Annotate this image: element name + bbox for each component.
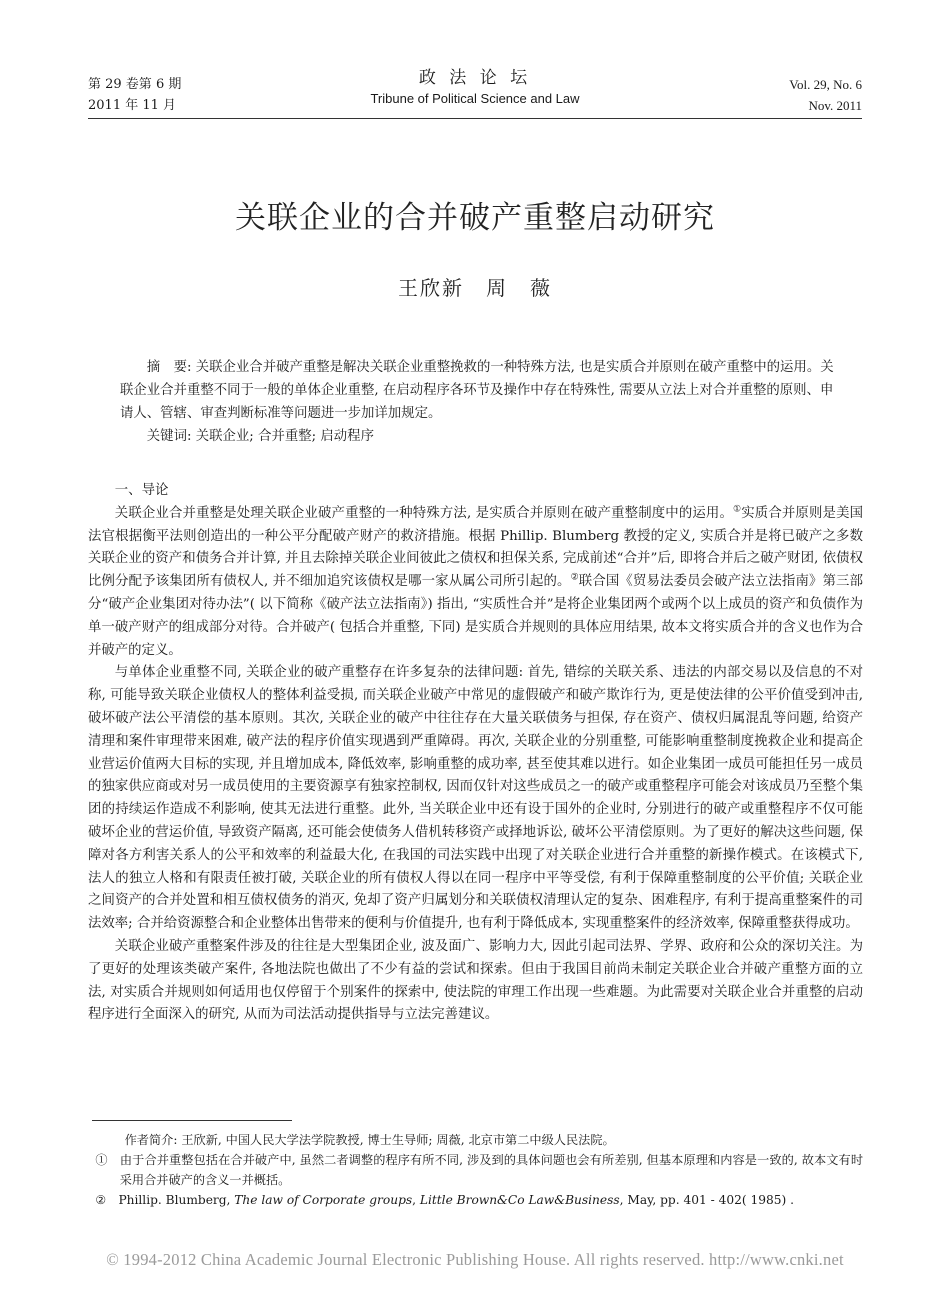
header-right: [789, 74, 862, 116]
journal-name-cn: 政 法 论 坛: [418, 68, 532, 88]
abstract-block: [120, 356, 840, 448]
footnote-ref-1[interactable]: ①: [733, 504, 742, 515]
paragraph-1-part-a: 关联企业合并重整是处理关联企业破产重整的一种特殊方法, 是实质合并原则在破产重整制度中的运用。: [114, 505, 734, 521]
footnote-2-sep: ,: [412, 1193, 420, 1207]
footnote-2-mark: ②: [95, 1193, 107, 1207]
footnote-2-rest: , May, pp. 401 - 402( 1985) .: [619, 1193, 795, 1207]
paragraph-3: 关联企业破产重整案件涉及的往往是大型集团企业, 波及面广、影响力大, 因此引起司法界、学界、政府和公众的深切关注。为了更好的处理该类破产案件, 各地法院也做出了不少有益的尝试和探索。但由于我国目前尚未制定关联企业合并破产重整方面的立法, 对实质合并规则如何适用也仅停留于个别案件的探索中, 使法院的审理工作出现一些难题。为此需要对关联企业合并重整的启动程序进行全面深入的研究, 从而为司法活动提供指导与立法完善建议。: [88, 938, 863, 1023]
footnote-1-text: 由于合并重整包括在合并破产中, 虽然二者调整的程序有所不同, 涉及到的具体问题也会有所差别, 但基本原理和内容是一致的, 故本文有时采用合并破产的含义一并概括。: [119, 1153, 864, 1187]
footnote-2-publisher: Little Brown&Co Law&Business: [419, 1193, 620, 1207]
footnote-ref-2[interactable]: ②: [570, 572, 579, 583]
author-bio: 作者简介: 王欣新, 中国人民大学法学院教授, 博士生导师; 周薇, 北京市第二中级人民法院。: [124, 1133, 615, 1147]
paragraph-1: [88, 503, 863, 663]
footnote-1: [88, 1150, 863, 1190]
footnote-2-author: Phillip. Blumberg,: [118, 1193, 235, 1207]
article-body: [88, 480, 863, 1027]
paragraph-1-part-b: 实质合并原则是美国法官根据衡平法则创造出的一种公平分配破产财产的救济措施。根据 Phillip. Blumberg 教授的定义, 实质合并是将已破产之多数关联企业的资产和债务合并计算, 并且去除掉关联企业间彼此之债权和担保关系, 完成前述“合并”后, 即将合并后之破产财团, 依债权比例分配予该集团所有债权人, 并不细加追究该债权是哪一家从属公司所引起的。: [88, 505, 864, 590]
article-authors: 王欣新 周 薇: [398, 276, 552, 300]
journal-name-en: Tribune of Political Science and Law: [370, 91, 580, 106]
footnote-divider: [92, 1120, 292, 1121]
issue-date-en: Nov. 2011: [808, 98, 862, 113]
article-title: 关联企业的合并破产重整启动研究: [235, 200, 715, 236]
footnote-1-mark: ①: [95, 1153, 108, 1167]
footnotes: [88, 1130, 863, 1210]
copyright-notice: © 1994-2012 China Academic Journal Electronic Publishing House. All rights reserved. http://www.cnki.net: [106, 1250, 844, 1269]
abstract-text: 摘 要: 关联企业合并破产重整是解决关联企业重整挽救的一种特殊方法, 也是实质合并原则在破产重整中的运用。关联企业合并重整不同于一般的单体企业重整, 在启动程序各环节及操作中存在特殊性, 需要从立法上对合并重整的原则、申请人、管辖、审查判断标准等问题进一步加详加规定。: [120, 360, 834, 421]
volume-issue: 第 29 卷第 6 期: [88, 77, 182, 92]
issue-date-cn: 2011 年 11 月: [88, 98, 177, 113]
footnote-2-title: The law of Corporate groups: [234, 1193, 413, 1207]
header-divider: [88, 118, 862, 119]
volume-en: Vol. 29, No. 6: [789, 77, 862, 92]
footnote-2: [88, 1190, 863, 1210]
paragraph-2: 与单体企业重整不同, 关联企业的破产重整存在许多复杂的法律问题: 首先, 错综的关联关系、违法的内部交易以及信息的不对称, 可能导致关联企业债权人的整体利益受损, 而关联企业破产中常见的虚假破产和破产欺诈行为, 更是使法律的公平价值受到冲击, 破坏破产法公平清偿的基本原则。其次, 关联企业的破产中往往存在大量关联债务与担保, 存在资产、债权归属混乱等问题, 给资产清理和案件审理带来困难, 破产法的程序价值实现遇到严重障碍。再次, 关联企业的分别重整, 可能影响重整制度挽救企业和提高企业营运价值两大目标的实现, 并且增加成本, 降低效率, 影响重整的成功率, 甚至使其难以进行。如企业集团一成员可能担任另一成员的独家供应商或对另一成员使用的主要资源享有独家控制权, 因而仅针对这些成员之一的破产或重整程序可能会对该成员乃至整个集团的持续运作造成不利影响, 使其无法进行重整。此外, 当关联企业中还有设于国外的企业时, 分别进行的破产或重整程序不仅可能破坏企业的营运价值, 导致资产隔离, 还可能会使债务人借机转移资产或择地诉讼, 破坏公平清偿原则。为了更好的解决这些问题, 保障对各方利害关系人的公平和效率的利益最大化, 在我国的司法实践中出现了对关联企业进行合并重整的新操作模式。在该模式下, 法人的独立人格和有限责任被打破, 关联企业的所有债权人得以在同一程序中平等受偿, 有利于保障重整制度的公平价值; 关联企业之间资产的合并处置和相互债权债务的消灭, 免却了资产归属划分和关联债权清理认定的复杂、困难程序, 有利于提高重整案件的司法效率; 合并给资源整合和企业整体出售带来的便利与价值提升, 也有利于降低成本, 实现重整案件的经济效率, 保障重整获得成功。: [88, 665, 863, 932]
paragraph-1-part-c: 联合国《贸易法委员会破产法立法指南》第三部分“破产企业集团对待办法”( 以下简称《破产法立法指南》) 指出, “实质性合并”是将企业集团两个或两个以上成员的资产和负债作为单一破产财产的组成部分对待。合并破产( 包括合并重整, 下同) 是实质合并规则的具体应用结果, 故本文将实质合并的含义也作为合并破产的定义。: [88, 574, 863, 658]
section-heading: 一、导论: [114, 483, 169, 498]
keywords: 关键词: 关联企业; 合并重整; 启动程序: [146, 429, 374, 444]
